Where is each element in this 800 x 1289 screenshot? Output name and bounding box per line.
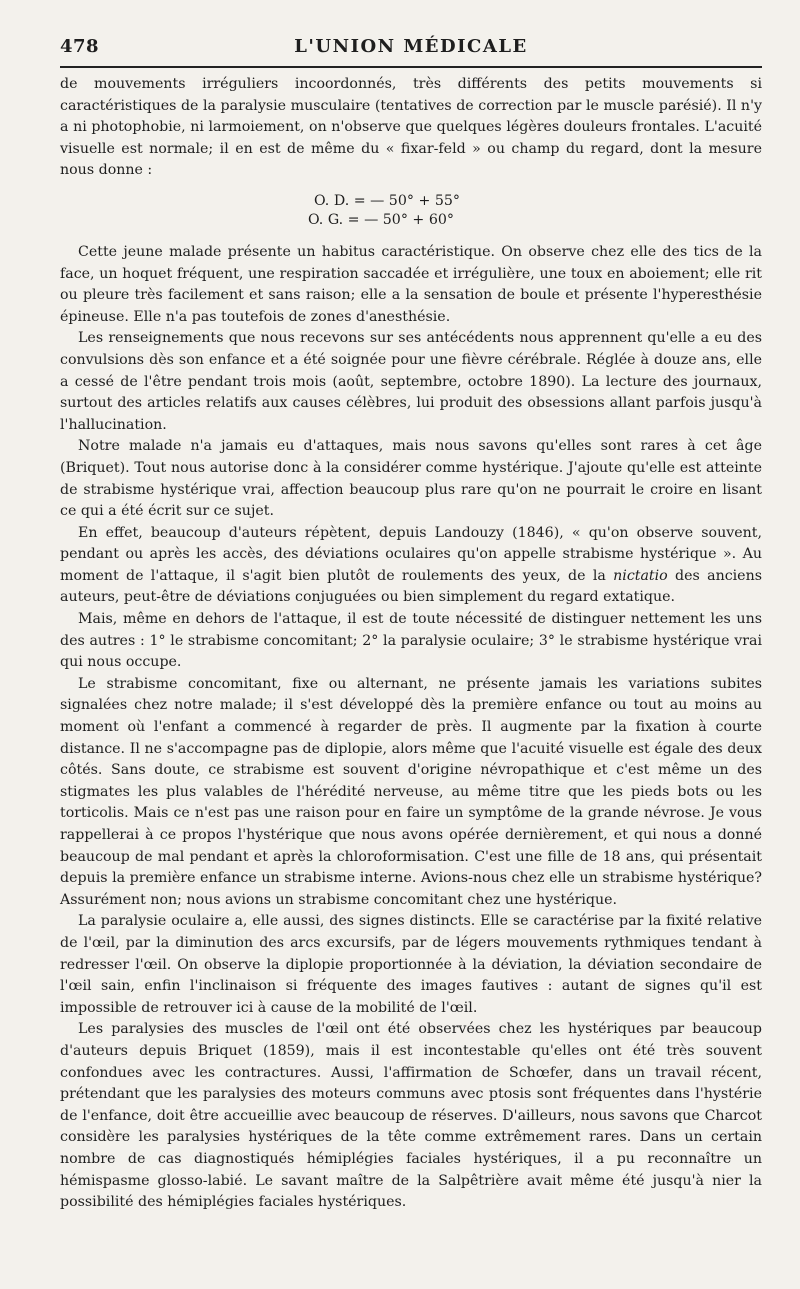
article-body (60, 74, 762, 1214)
paragraph-antecedents: Les renseignements que nous recevons sur ses antécédents nous apprennent qu'elle a eu des convulsions dès son enfance et a été soignée pour une fièvre cérébrale. Réglée à douze ans, elle a cessé de l'être pendant trois mois (août, septembre, octobre 1890). La lecture des journaux, surtout des articles relatifs aux causes célèbres, lui produit des obsessions allant parfois jusqu'à l'hallucination. (60, 330, 762, 433)
paragraph-habitus: Cette jeune malade présente un habitus caractéristique. On observe chez elle des tics de la face, un hoquet fréquent, une respiration saccadée et irrégulière, une toux en aboiement; elle rit ou pleure très facilement et sans raison; elle a la sensation de boule et présente l'hyperesthésie épineuse. Elle n'a pas toutefois de zones d'anesthésie. (60, 243, 762, 325)
paragraph-continued: de mouvements irréguliers incoordonnés, très différents des petits mouvements si caractéristiques de la paralysie musculaire (tentatives de correction par le muscle parésié). Il n'y a ni photophobie, ni larmoiement, on n'observe que quelques légères douleurs frontales. L'acuité visuelle est normale; il en est de même du « fixar-feld » ou champ du regard, dont la mesure nous donne : (60, 76, 762, 179)
paragraph-landouzy-part2: des anciens auteurs, peut-être de déviations conjuguées ou bien simplement du regard extatique. (60, 567, 762, 606)
left-eye-measurement: O. G. = — 50° + 60° (308, 211, 454, 228)
paragraph-paralysis: La paralysie oculaire a, elle aussi, des signes distincts. Elle se caractérise par la fixité relative de l'œil, par la diminution des arcs excursifs, par de légers mouvements rythmiques tendant à redresser l'œil. On observe la diplopie proportionnée à la déviation, la déviation secondaire de l'œil sain, enfin l'inclinaison si fréquente des images fautives : autant de signes qu'il est impossible de retrouver ici à cause de la mobilité de l'œil. (60, 913, 762, 1016)
page-header (60, 36, 762, 64)
paragraph-landouzy (60, 523, 762, 609)
visual-field-measurement (308, 192, 568, 230)
paragraph-briquet: Les paralysies des muscles de l'œil ont été observées chez les hystériques par beaucoup d'auteurs depuis Briquet (1859), mais il est incontestable qu'elles ont été très souvent confondues avec les contractures. Aussi, l'affirmation de Schœfer, dans un travail récent, prétendant que les paralysies des moteurs communs avec ptosis sont fréquentes dans l'hystérie de l'enfance, doit être accueillie avec beaucoup de réserves. D'ailleurs, nous savons que Charcot considère les paralysies hystériques de la tête comme extrêmement rares. Dans un certain nombre de cas diagnostiqués hémiplégies faciales hystériques, il a pu reconnaître un hémispasme glosso-labié. Le savant maître de la Salpêtrière avait même été jusqu'à nier la possibilité des hémiplégies faciales hystériques. (60, 1021, 762, 1211)
page-number: 478 (60, 36, 100, 57)
right-eye-measurement: O. D. = — 50° + 55° (314, 192, 461, 209)
nictatio-term: nictatio (613, 567, 668, 584)
header-rule (60, 66, 762, 68)
paragraph-concomitant: Le strabisme concomitant, fixe ou alternant, ne présente jamais les variations subites signalées chez notre malade; il s'est développé dès la première enfance ou tout au moins au moment où l'enfant a commencé à regarder de près. Il augmente par la fixation à courte distance. Il ne s'accompagne pas de diplopie, alors même que l'acuité visuelle est égale des deux côtés. Sans doute, ce strabisme est souvent d'origine névropathique et c'est même un des stigmates les plus valables de l'hérédité nerveuse, au même titre que les pieds bots ou les torticolis. Mais ce n'est pas une raison pour en faire un symptôme de la grande névrose. Je vous rappellerai à ce propos l'hystérique que nous avons opérée dernièrement, et qui nous a donné beaucoup de mal pendant et après la chloroformisation. C'est une fille de 18 ans, qui présentait depuis la première enfance un strabisme interne. Avions-nous chez elle un strabisme hystérique? Assurément non; nous avions un strabisme concomitant chez une hystérique. (60, 675, 762, 908)
paragraph-landouzy-part1: En effet, beaucoup d'auteurs répètent, depuis Landouzy (1846), « qu'on observe souvent, pendant ou après les accès, des déviations oculaires qu'on appelle strabisme hystérique ». Au moment de l'attaque, il s'agit bien plutôt de roulements des yeux, de la (60, 524, 762, 584)
paragraph-distinction: Mais, même en dehors de l'attaque, il est de toute nécessité de distinguer nettement les uns des autres : 1° le strabisme concomitant; 2° la paralysie oculaire; 3° le strabisme hystérique vrai qui nous occupe. (60, 611, 762, 671)
running-title: L'UNION MÉDICALE (294, 36, 528, 57)
paragraph-attacks: Notre malade n'a jamais eu d'attaques, mais nous savons qu'elles sont rares à cet âge (Briquet). Tout nous autorise donc à la considérer comme hystérique. J'ajoute qu'elle est atteinte de strabisme hystérique vrai, affection beaucoup plus rare qu'on ne pourrait le croire en lisant ce qui a été écrit sur ce sujet. (60, 438, 762, 520)
